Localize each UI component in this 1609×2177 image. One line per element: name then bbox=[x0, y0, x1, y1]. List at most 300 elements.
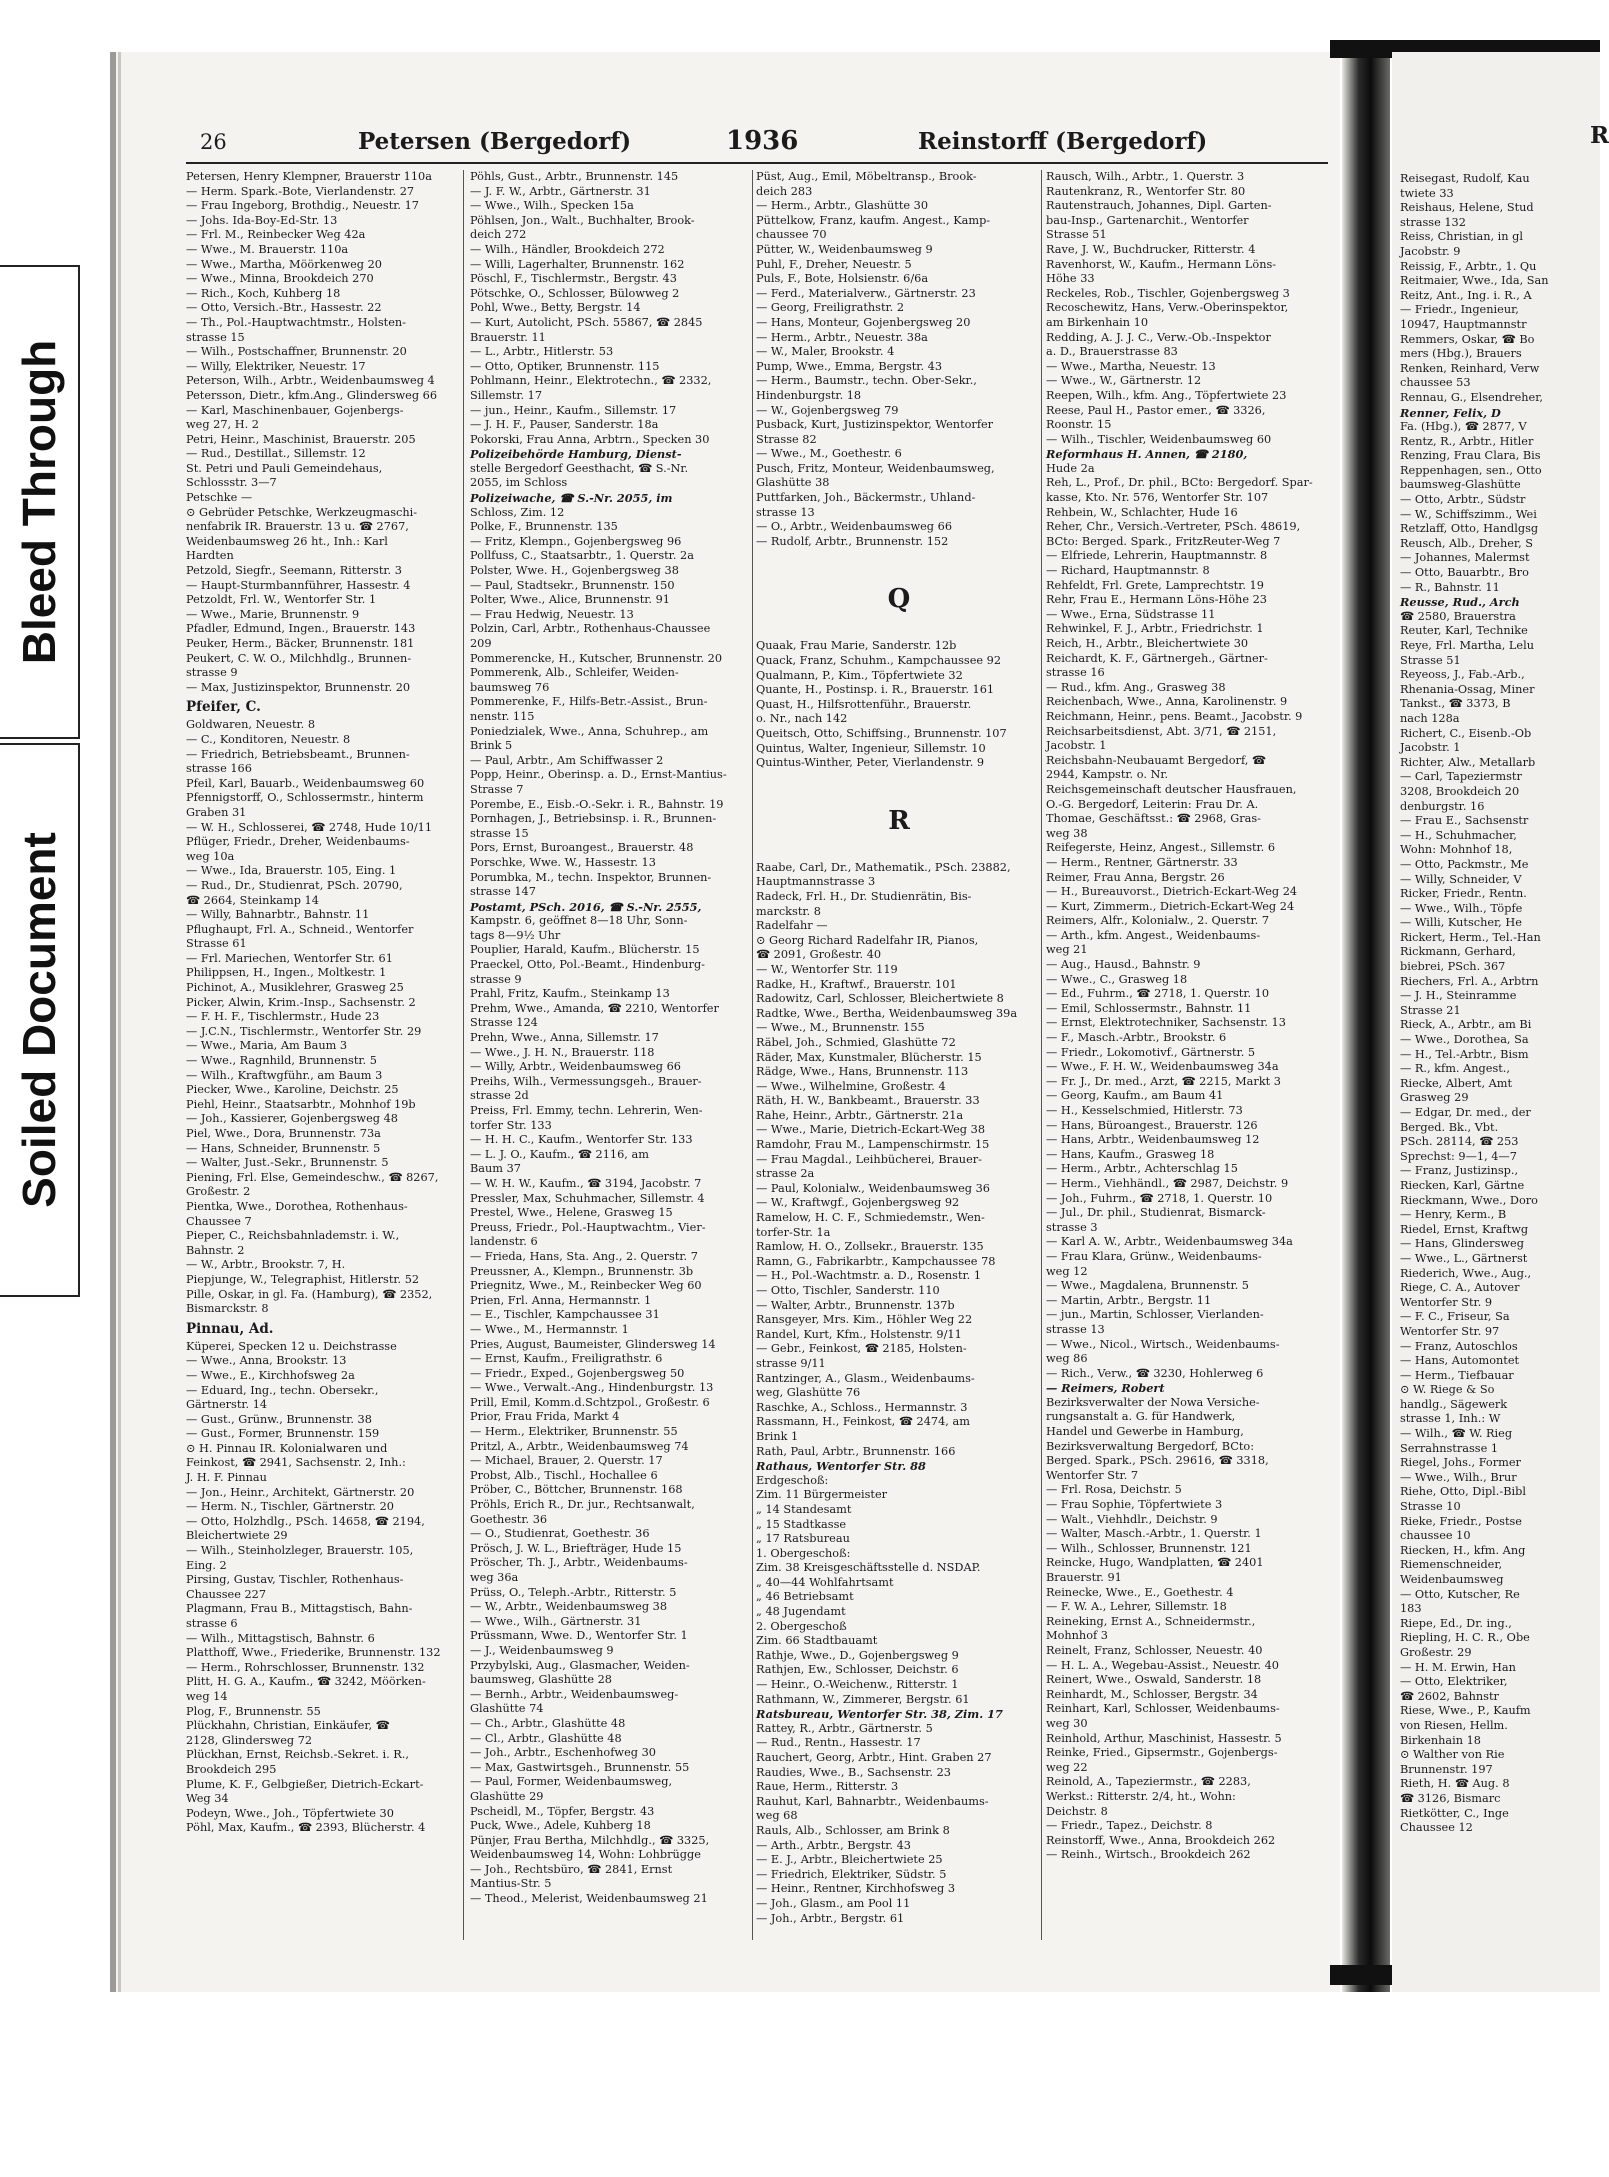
directory-entry: Mohnhof 3 bbox=[1046, 1629, 1108, 1643]
directory-entry: Pirsing, Gustav, Tischler, Rothenhaus- bbox=[186, 1573, 404, 1587]
directory-entry: baumsweg, Glashütte 28 bbox=[470, 1673, 612, 1687]
directory-entry: — Wwe., Marie, Brunnenstr. 9 bbox=[186, 607, 360, 621]
directory-entry: — Wwe., Ragnhild, Brunnenstr. 5 bbox=[186, 1054, 377, 1068]
directory-entry: Riepe, Ed., Dr. ing., bbox=[1400, 1616, 1512, 1630]
directory-entry: Philippsen, H., Ingen., Moltkestr. 1 bbox=[186, 966, 387, 980]
directory-entry: — O., Arbtr., Weidenbaumsweg 66 bbox=[756, 520, 953, 534]
directory-entry: Weidenbaumsweg bbox=[1400, 1573, 1504, 1586]
directory-entry: Ricker, Friedr., Rentn. bbox=[1400, 887, 1527, 901]
directory-entry: Rahe, Heinr., Arbtr., Gärtnerstr. 21a bbox=[756, 1108, 964, 1122]
directory-entry: Rieckmann, Wwe., Doro bbox=[1400, 1193, 1538, 1207]
directory-entry: Rathmann, W., Zimmerer, Bergstr. 61 bbox=[756, 1692, 970, 1706]
directory-entry: — Hans, Monteur, Gojenbergsweg 20 bbox=[756, 315, 971, 329]
directory-entry: O.-G. Bergedorf, Leiterin: Frau Dr. A. bbox=[1046, 797, 1259, 811]
directory-entry: — Wilh., Postschaffner, Brunnenstr. 20 bbox=[186, 345, 407, 359]
directory-entry: Pfennigstorff, O., Schlossermstr., hinterm bbox=[186, 791, 424, 805]
directory-entry: Pors, Ernst, Buroangest., Brauerstr. 48 bbox=[470, 841, 694, 855]
directory-entry: Raabe, Carl, Dr., Mathematik., PSch. 23882, bbox=[756, 860, 1011, 874]
directory-entry: — Elfriede, Lehrerin, Hauptmannstr. 8 bbox=[1046, 549, 1268, 563]
directory-entry: — Wwe., L., Gärtnerst bbox=[1400, 1251, 1528, 1265]
directory-entry: Rieke, Friedr., Postse bbox=[1400, 1514, 1522, 1528]
soiled-document-stamp bbox=[0, 743, 80, 1297]
directory-entry: — Wwe., Wilh., Brur bbox=[1400, 1470, 1517, 1484]
directory-entry: Peukert, C. W. O., Milchhdlg., Brunnen- bbox=[186, 651, 412, 665]
directory-entry: — F. H. F., Tischlermstr., Hude 23 bbox=[186, 1010, 380, 1024]
directory-entry: — Herm., Elektriker, Brunnenstr. 55 bbox=[470, 1425, 678, 1439]
directory-entry: 209 bbox=[470, 637, 492, 650]
directory-entry: Quintus-Winther, Peter, Vierlandenstr. 9 bbox=[756, 756, 985, 770]
directory-entry: Rathjen, Ew., Schlosser, Deichstr. 6 bbox=[756, 1663, 959, 1677]
directory-entry: Podeyn, Wwe., Joh., Töpfertwiete 30 bbox=[186, 1806, 394, 1820]
directory-entry: strasse 9 bbox=[186, 666, 238, 680]
directory-entry: Pump, Wwe., Emma, Bergstr. 43 bbox=[756, 359, 943, 373]
directory-entry: — Michael, Brauer, 2. Querstr. 17 bbox=[470, 1454, 663, 1468]
directory-entry: — Rich., Verw., ☎ 3230, Hohlerweg 6 bbox=[1046, 1366, 1264, 1380]
directory-entry: deich 272 bbox=[470, 228, 527, 242]
directory-entry: — Walt., Viehhdlr., Deichstr. 9 bbox=[1046, 1512, 1218, 1526]
directory-entry: — Walter, Masch.-Arbtr., 1. Querstr. 1 bbox=[1046, 1527, 1262, 1541]
directory-entry: Reichsbahn-Neubauamt Bergedorf, ☎ bbox=[1046, 753, 1266, 767]
directory-entry: weg 21 bbox=[1046, 943, 1088, 957]
directory-entry: Hindenburgstr. 18 bbox=[756, 388, 862, 402]
directory-entry: — Arth., Arbtr., Bergstr. 43 bbox=[756, 1838, 911, 1852]
directory-entry: — W., Schiffszimm., Wei bbox=[1400, 507, 1537, 521]
directory-entry: ☎ 2580, Brauerstra bbox=[1400, 609, 1516, 623]
directory-entry: — Frau Hedwig, Neuestr. 13 bbox=[470, 607, 634, 621]
directory-entry: Pohl, Wwe., Betty, Bergstr. 14 bbox=[470, 301, 641, 315]
directory-entry: Strasse 7 bbox=[470, 782, 524, 796]
directory-entry: Plitt, H. G. A., Kaufm., ☎ 3242, Möörken- bbox=[186, 1675, 426, 1689]
directory-entry: Zim. 11 Bürgermeister bbox=[756, 1488, 888, 1502]
directory-entry: Chaussee 227 bbox=[186, 1587, 267, 1601]
directory-entry: o. Nr., nach 142 bbox=[756, 712, 848, 726]
directory-entry: weg 27, H. 2 bbox=[186, 418, 259, 432]
directory-entry: Grasweg 29 bbox=[1400, 1091, 1469, 1105]
directory-entry: Prill, Emil, Komm.d.Schtzpol., Großestr. 6 bbox=[470, 1395, 710, 1409]
directory-entry: Reuter, Karl, Technike bbox=[1400, 624, 1528, 638]
directory-entry: — Wwe., Wilh., Töpfe bbox=[1400, 901, 1523, 915]
directory-entry: — W. H., Schlosserei, ☎ 2748, Hude 10/11 bbox=[186, 820, 433, 834]
directory-entry: — Joh., Rechtsbüro, ☎ 2841, Ernst bbox=[470, 1862, 673, 1876]
year-title: 1936 bbox=[726, 126, 799, 156]
directory-entry: — Wilh., Schlosser, Brunnenstr. 121 bbox=[1046, 1541, 1252, 1555]
directory-entry: — R., Bahnstr. 11 bbox=[1400, 580, 1500, 594]
directory-entry: Popp, Heinr., Oberinsp. a. D., Ernst-Mantius- bbox=[470, 768, 727, 782]
directory-entry: — Willy, Bahnarbtr., Bahnstr. 11 bbox=[186, 908, 370, 922]
directory-entry: St. Petri und Pauli Gemeindehaus, bbox=[186, 461, 383, 475]
directory-entry: — C., Konditoren, Neuestr. 8 bbox=[186, 732, 351, 746]
directory-entry: Pommerencke, H., Kutscher, Brunnenstr. 20 bbox=[470, 651, 723, 665]
directory-entry: — Ernst, Elektrotechniker, Sachsenstr. 13 bbox=[1046, 1016, 1286, 1030]
directory-entry: — H. M. Erwin, Han bbox=[1400, 1660, 1516, 1674]
directory-entry: Rieck, A., Arbtr., am Bi bbox=[1400, 1018, 1532, 1032]
directory-entry: Pöhlsen, Jon., Walt., Buchhalter, Brook- bbox=[470, 213, 695, 227]
directory-entry: Radelfahr — bbox=[756, 919, 828, 933]
directory-entry: — Frau Ingeborg, Brothdig., Neuestr. 17 bbox=[186, 199, 419, 213]
directory-entry: Brink 1 bbox=[756, 1429, 799, 1443]
directory-entry: Rath, Paul, Arbtr., Brunnenstr. 166 bbox=[756, 1444, 956, 1458]
directory-entry: BCto: Berged. Spark., FritzReuter-Weg 7 bbox=[1046, 534, 1281, 548]
directory-entry: Hauptmannstrasse 3 bbox=[756, 875, 876, 889]
facing-page-fragment bbox=[1392, 52, 1609, 1992]
directory-entry: — Wwe., Wilh., Gärtnerstr. 31 bbox=[470, 1614, 642, 1628]
directory-entry: Strasse 82 bbox=[756, 432, 817, 446]
directory-entry: Mantius-Str. 5 bbox=[470, 1877, 552, 1891]
directory-entry: Rassmann, H., Feinkost, ☎ 2474, am bbox=[756, 1415, 970, 1429]
directory-entry: strasse 9 bbox=[470, 972, 522, 986]
directory-entry: Plume, K. F., Gelbgießer, Dietrich-Eckart- bbox=[186, 1777, 424, 1791]
directory-entry: Piepjunge, W., Telegraphist, Hitlerstr. 52 bbox=[186, 1272, 420, 1286]
directory-entry: — Otto, Kutscher, Re bbox=[1400, 1587, 1520, 1601]
directory-entry: Reinecke, Wwe., E., Goethestr. 4 bbox=[1046, 1585, 1234, 1599]
directory-entry: Werkst.: Ritterstr. 2/4, ht., Wohn: bbox=[1046, 1789, 1236, 1803]
directory-entry: rungsanstalt a. G. für Handwerk, bbox=[1046, 1410, 1236, 1424]
directory-entry: — Franz, Autoschlos bbox=[1400, 1339, 1518, 1353]
directory-entry: — Wwe., Martha, Neuestr. 13 bbox=[1046, 359, 1216, 373]
directory-entry: — Fritz, Klempn., Gojenbergsweg 96 bbox=[470, 534, 682, 548]
directory-entry: Ramlow, H. O., Zollsekr., Brauerstr. 135 bbox=[756, 1240, 984, 1254]
directory-entry: Puls, F., Bote, Holsienstr. 6/6a bbox=[756, 272, 929, 286]
directory-entry: „ 48 Jugendamt bbox=[756, 1605, 846, 1619]
directory-entry: — Wwe., E., Kirchhofsweg 2a bbox=[186, 1368, 355, 1382]
directory-entry: weg 12 bbox=[1046, 1264, 1088, 1278]
directory-entry: PSch. 28114, ☎ 253 bbox=[1400, 1135, 1519, 1149]
directory-entry: — Rud., kfm. Ang., Grasweg 38 bbox=[1046, 680, 1226, 694]
directory-entry: Püttelkow, Franz, kaufm. Angest., Kamp- bbox=[756, 213, 991, 227]
section-letter: R bbox=[888, 805, 910, 836]
directory-entry: Reinhart, Karl, Schlosser, Weidenbaums- bbox=[1046, 1702, 1280, 1716]
directory-entry: von Riesen, Hellm. bbox=[1400, 1718, 1508, 1732]
directory-entry: ☎ 2602, Bahnstr bbox=[1400, 1689, 1499, 1703]
directory-entry: Plagmann, Frau B., Mittagstisch, Bahn- bbox=[186, 1602, 413, 1616]
directory-entry: — Wwe., M., Brunnenstr. 155 bbox=[756, 1021, 925, 1035]
directory-entry: — Willy, Arbtr., Weidenbaumsweg 66 bbox=[470, 1060, 681, 1074]
directory-entry: — Theod., Melerist, Weidenbaumsweg 21 bbox=[470, 1892, 708, 1906]
directory-entry: Eing. 2 bbox=[186, 1558, 227, 1572]
directory-entry: Schlossstr. 3—7 bbox=[186, 476, 277, 490]
directory-entry: Wentorfer Str. 97 bbox=[1400, 1324, 1500, 1338]
directory-entry: „ 46 Betriebsamt bbox=[756, 1590, 854, 1604]
directory-entry: Reinold, A., Tapeziermstr., ☎ 2283, bbox=[1046, 1775, 1251, 1789]
directory-entry: — Rich., Koch, Kuhberg 18 bbox=[186, 286, 341, 300]
directory-entry: tags 8—9½ Uhr bbox=[470, 928, 561, 942]
directory-entry: ⊙ Gebrüder Petschke, Werkzeugmaschi- bbox=[186, 505, 418, 519]
directory-entry: Reiss, Christian, in gl bbox=[1400, 230, 1523, 244]
directory-entry: Großestr. 29 bbox=[1400, 1645, 1472, 1659]
directory-entry: — Wilh., Steinholzleger, Brauerstr. 105, bbox=[186, 1544, 414, 1558]
directory-entry: Rauhut, Karl, Bahnarbtr., Weidenbaums- bbox=[756, 1794, 989, 1808]
directory-entry: Reyeoss, J., Fab.-Arb., bbox=[1400, 668, 1525, 682]
directory-entry: Pokorski, Frau Anna, Arbtrn., Specken 30 bbox=[470, 432, 710, 446]
directory-entry: Feinkost, ☎ 2941, Sachsenstr. 2, Inh.: bbox=[186, 1456, 406, 1470]
directory-entry: Renken, Reinhard, Verw bbox=[1400, 361, 1540, 375]
directory-entry: Reichsgemeinschaft deutscher Hausfrauen, bbox=[1046, 782, 1297, 796]
soiled-document-label: Soiled Document bbox=[13, 832, 65, 1208]
directory-entry: — Willi, Kutscher, He bbox=[1400, 916, 1522, 930]
directory-entry: Weidenbaumsweg 14, Wohn: Lohbrügge bbox=[470, 1848, 701, 1862]
directory-entry: biebrei, PSch. 367 bbox=[1400, 960, 1506, 974]
directory-entry: Strasse 61 bbox=[186, 937, 247, 951]
directory-entry: Priegnitz, Wwe., M., Reinbecker Weg 60 bbox=[470, 1279, 702, 1293]
directory-entry: — Willi, Lagerhalter, Brunnenstr. 162 bbox=[470, 257, 685, 271]
directory-entry: Reye, Frl. Martha, Lelu bbox=[1400, 639, 1534, 652]
directory-entry: — Joh., Arbtr., Bergstr. 61 bbox=[756, 1911, 905, 1925]
directory-entry: Rathje, Wwe., D., Gojenbergsweg 9 bbox=[756, 1648, 959, 1662]
directory-entry: — Hans, Büroangest., Brauerstr. 126 bbox=[1046, 1118, 1258, 1132]
directory-entry: Rantzinger, A., Glasm., Weidenbaums- bbox=[756, 1371, 975, 1385]
directory-entry: — Walter, Just.-Sekr., Brunnenstr. 5 bbox=[186, 1156, 389, 1170]
directory-entry: — Wwe., Magdalena, Brunnenstr. 5 bbox=[1046, 1279, 1249, 1293]
directory-entry: Reitmaier, Wwe., Ida, San bbox=[1400, 274, 1549, 288]
directory-entry: Schloss, Zim. 12 bbox=[470, 505, 565, 519]
directory-entry: ☎ 3126, Bismarc bbox=[1400, 1791, 1501, 1805]
directory-entry: — Wilh., Tischler, Weidenbaumsweg 60 bbox=[1046, 432, 1272, 446]
directory-entry: strasse 147 bbox=[470, 885, 536, 899]
directory-entry: torfer-Str. 1a bbox=[756, 1225, 831, 1239]
directory-entry: — E. J., Arbtr., Bleichertwiete 25 bbox=[756, 1853, 943, 1867]
directory-entry: Pusback, Kurt, Justizinspektor, Wentorfer bbox=[756, 418, 994, 432]
directory-entry: Richert, C., Eisenb.-Ob bbox=[1400, 726, 1532, 740]
directory-entry: Renner, Felix, D bbox=[1400, 405, 1501, 420]
directory-entry: — H., Schuhmacher, bbox=[1400, 828, 1517, 842]
directory-entry: Rhenania-Ossag, Miner bbox=[1400, 682, 1535, 696]
directory-entry: — Paul, Kolonialw., Weidenbaumsweg 36 bbox=[756, 1181, 990, 1195]
directory-entry: — Otto, Tischler, Sanderstr. 110 bbox=[756, 1284, 940, 1297]
directory-entry: Brookdeich 295 bbox=[186, 1762, 277, 1776]
directory-entry: twiete 33 bbox=[1400, 186, 1454, 200]
directory-entry: Jacobstr. 1 bbox=[1046, 739, 1107, 753]
directory-entry: — Hans, Kaufm., Grasweg 18 bbox=[1046, 1147, 1215, 1161]
directory-entry: weg 30 bbox=[1046, 1716, 1088, 1730]
directory-entry: Pflughaupt, Frl. A., Schneid., Wentorfer bbox=[186, 922, 414, 936]
directory-entry: Pommerenk, Alb., Schleifer, Weiden- bbox=[470, 666, 679, 680]
directory-entry: — Wwe., W., Gärtnerstr. 12 bbox=[1046, 374, 1202, 388]
directory-entry: Goethestr. 36 bbox=[470, 1512, 548, 1526]
directory-entry: strasse 132 bbox=[1400, 215, 1466, 229]
directory-entry: Piehl, Heinr., Staatsarbtr., Mohnhof 19b bbox=[186, 1097, 416, 1111]
directory-entry: — Frau Klara, Grünw., Weidenbaums- bbox=[1046, 1249, 1262, 1263]
directory-entry: — Ch., Arbtr., Glashütte 48 bbox=[470, 1716, 626, 1730]
directory-entry: Glashütte 29 bbox=[470, 1789, 544, 1803]
directory-entry: Plückhan, Ernst, Reichsb.-Sekret. i. R., bbox=[186, 1748, 409, 1762]
directory-entry: — L. J. O., Kaufm., ☎ 2116, am bbox=[470, 1147, 649, 1161]
directory-entry: Glashütte 74 bbox=[470, 1702, 544, 1716]
directory-entry: weg 14 bbox=[186, 1689, 228, 1703]
directory-entry: Pritzl, A., Arbtr., Weidenbaumsweg 74 bbox=[470, 1439, 689, 1453]
directory-entry: — Otto, Bauarbtr., Bro bbox=[1400, 566, 1529, 580]
directory-entry: Pfeifer, C. bbox=[186, 699, 261, 716]
directory-entry: Strasse 10 bbox=[1400, 1500, 1461, 1514]
directory-entry: Remmers, Oskar, ☎ Bo bbox=[1400, 332, 1535, 346]
directory-entry: — Wwe., M. Brauerstr. 110a bbox=[186, 242, 349, 256]
directory-entry: Qualmann, P., Kim., Töpfertwiete 32 bbox=[756, 668, 963, 682]
directory-entry: Zim. 66 Stadtbauamt bbox=[756, 1634, 878, 1648]
directory-entry: Radeck, Frl. H., Dr. Studienrätin, Bis- bbox=[756, 889, 972, 903]
directory-entry: — Paul, Former, Weidenbaumsweg, bbox=[470, 1775, 673, 1789]
directory-entry: Berged. Bk., Vbt. bbox=[1400, 1120, 1499, 1134]
page-header bbox=[200, 126, 1332, 160]
directory-entry: Strasse 21 bbox=[1400, 1003, 1461, 1017]
directory-entry: Puhl, F., Dreher, Neuestr. 5 bbox=[756, 257, 912, 271]
directory-entry: 2944, Kampstr. o. Nr. bbox=[1046, 768, 1169, 782]
directory-entry: — Friedrich, Betriebsbeamt., Brunnen- bbox=[186, 747, 410, 761]
directory-entry: — W., Arbtr., Brookstr. 7, H. bbox=[186, 1258, 346, 1272]
directory-entry: Redding, A. J. J. C., Verw.-Ob.-Inspektor bbox=[1046, 330, 1271, 344]
page-edge-inner bbox=[118, 52, 121, 1992]
directory-entry: nenfabrik IR. Brauerstr. 13 u. ☎ 2767, bbox=[186, 520, 409, 534]
directory-entry: — F. C., Friseur, Sa bbox=[1400, 1310, 1510, 1324]
directory-entry: — Eduard, Ing., techn. Obersekr., bbox=[186, 1383, 379, 1397]
directory-entry: strasse 13 bbox=[1046, 1322, 1105, 1336]
directory-entry: weg 36a bbox=[470, 1571, 519, 1584]
directory-entry: baumsweg-Glashütte bbox=[1400, 478, 1521, 492]
directory-entry: Reich, H., Arbtr., Bleichertwiete 30 bbox=[1046, 637, 1249, 650]
directory-entry: Tankst., ☎ 3373, B bbox=[1400, 697, 1511, 711]
directory-entry: Rieth, H. ☎ Aug. 8 bbox=[1400, 1777, 1510, 1791]
directory-entry: — Max, Justizinspektor, Brunnenstr. 20 bbox=[186, 680, 411, 694]
directory-entry: Sprechst: 9—1, 4—7 bbox=[1400, 1149, 1517, 1163]
directory-entry: Reichmann, Heinr., pens. Beamt., Jacobstr. 9 bbox=[1046, 709, 1303, 723]
directory-entry: Przybylski, Aug., Glasmacher, Weiden- bbox=[470, 1658, 690, 1672]
directory-entry: Quast, H., Hilfsrottenführ., Brauerstr. bbox=[756, 697, 972, 711]
directory-entry: — Karl A. W., Arbtr., Weidenbaumsweg 34a bbox=[1046, 1235, 1293, 1249]
bleed-through-stamp bbox=[0, 265, 80, 739]
directory-entry: — Karl, Maschinenbauer, Gojenbergs- bbox=[186, 403, 404, 417]
directory-entry: Pientka, Wwe., Dorothea, Rothenhaus- bbox=[186, 1199, 408, 1213]
directory-entry: — Aug., Hausd., Bahnstr. 9 bbox=[1046, 958, 1201, 972]
directory-entry: — Wwe., F. H. W., Weidenbaumsweg 34a bbox=[1046, 1060, 1279, 1074]
directory-entry: — Georg, Kaufm., am Baum 41 bbox=[1046, 1089, 1224, 1103]
directory-entry: Serrahnstrasse 1 bbox=[1400, 1441, 1499, 1455]
directory-entry: Rautenkranz, R., Wentorfer Str. 80 bbox=[1046, 184, 1246, 198]
directory-entry: Fa. (Hbg.), ☎ 2877, V bbox=[1400, 420, 1527, 434]
page-edge bbox=[110, 52, 116, 1992]
directory-entry: — Reinh., Wirtsch., Brookdeich 262 bbox=[1046, 1848, 1251, 1862]
directory-entry: Porembe, E., Eisb.-O.-Sekr. i. R., Bahnstr. 19 bbox=[470, 797, 724, 811]
directory-entry: — W., Maler, Brookstr. 4 bbox=[756, 345, 895, 359]
directory-entry: Rauls, Alb., Schlosser, am Brink 8 bbox=[756, 1823, 950, 1837]
directory-entry: Preuss, Friedr., Pol.-Hauptwachtm., Vier- bbox=[470, 1220, 706, 1234]
directory-entry: „ 17 Ratsbureau bbox=[756, 1532, 850, 1546]
directory-entry: Rauchert, Georg, Arbtr., Hint. Graben 27 bbox=[756, 1751, 992, 1764]
directory-entry: Reineking, Ernst A., Schneidermstr., bbox=[1046, 1614, 1256, 1628]
directory-entry: Küperei, Specken 12 u. Deichstrasse bbox=[186, 1339, 397, 1353]
directory-entry: Räth, H. W., Bankbeamt., Brauerstr. 33 bbox=[756, 1094, 980, 1108]
directory-entry: — Fr. J., Dr. med., Arzt, ☎ 2215, Markt 3 bbox=[1046, 1074, 1281, 1088]
directory-entry: — Otto, Arbtr., Südstr bbox=[1400, 493, 1526, 507]
directory-entry: — Friedr., Ingenieur, bbox=[1400, 303, 1519, 317]
directory-entry: — Frau Sophie, Töpfertwiete 3 bbox=[1046, 1498, 1223, 1512]
directory-entry: — Wwe., Verwalt.-Ang., Hindenburgstr. 13 bbox=[470, 1381, 714, 1395]
directory-entry: Prösch, J. W. L., Briefträger, Hude 15 bbox=[470, 1541, 682, 1555]
directory-entry: kasse, Kto. Nr. 576, Wentorfer Str. 107 bbox=[1046, 491, 1269, 505]
directory-entry: Bleichertwiete 29 bbox=[186, 1529, 288, 1543]
directory-entry: — Joh., Arbtr., Eschenhofweg 30 bbox=[470, 1746, 656, 1760]
directory-entry: Hardten bbox=[186, 549, 234, 563]
directory-entry: Pöschl, F., Tischlermstr., Bergstr. 43 bbox=[470, 272, 677, 286]
directory-entry: Petersen, Henry Klempner, Brauerstr 110a bbox=[186, 170, 432, 183]
directory-entry: ⊙ H. Pinnau IR. Kolonialwaren und bbox=[186, 1441, 388, 1455]
directory-entry: Reformhaus H. Annen, ☎ 2180, bbox=[1046, 447, 1248, 462]
directory-entry: Birkenhain 18 bbox=[1400, 1733, 1481, 1747]
directory-entry: Weg 34 bbox=[186, 1792, 229, 1806]
directory-entry: — Herm., Viehhändl., ☎ 2987, Deichstr. 9 bbox=[1046, 1176, 1289, 1190]
directory-entry: — Reimers, Robert bbox=[1046, 1381, 1165, 1396]
directory-entry: Puck, Wwe., Adele, Kuhberg 18 bbox=[470, 1819, 651, 1833]
directory-entry: Pries, August, Baumeister, Glindersweg 14 bbox=[470, 1337, 716, 1351]
directory-entry: Polster, Wwe. H., Gojenbergsweg 38 bbox=[470, 564, 679, 578]
directory-entry: mers (Hbg.), Brauers bbox=[1400, 347, 1522, 361]
directory-entry: „ 14 Standesamt bbox=[756, 1502, 852, 1516]
directory-entry: Chaussee 12 bbox=[1400, 1821, 1473, 1835]
directory-entry: Riege, C. A., Autover bbox=[1400, 1281, 1520, 1295]
directory-entry: Handel und Gewerbe in Hamburg, bbox=[1046, 1425, 1244, 1439]
directory-entry: — Wwe., Dorothea, Sa bbox=[1400, 1033, 1529, 1047]
directory-entry: Piel, Wwe., Dora, Brunnenstr. 73a bbox=[186, 1127, 381, 1140]
directory-entry: Petri, Heinr., Maschinist, Brauerstr. 205 bbox=[186, 432, 416, 446]
directory-entry: — Paul, Stadtsekr., Brunnenstr. 150 bbox=[470, 578, 675, 592]
directory-entry: strasse 15 bbox=[470, 826, 529, 840]
directory-entry: Reusse, Rud., Arch bbox=[1400, 595, 1520, 610]
directory-entry: — H. L. A., Wegebau-Assist., Neuestr. 40 bbox=[1046, 1658, 1279, 1672]
directory-entry: Reepen, Wilh., kfm. Ang., Töpfertwiete 23 bbox=[1046, 388, 1287, 402]
directory-entry: Richter, Alw., Metallarb bbox=[1400, 755, 1536, 769]
directory-entry: Reishaus, Helene, Stud bbox=[1400, 201, 1534, 215]
directory-entry: — Willy, Elektriker, Neuestr. 17 bbox=[186, 359, 366, 373]
directory-entry: Pohlmann, Heinr., Elektrotechn., ☎ 2332, bbox=[470, 374, 712, 388]
directory-entry: — Hans, Glindersweg bbox=[1400, 1237, 1524, 1251]
directory-entry: Reh, L., Prof., Dr. phil., BCto: Bergedorf. Spar- bbox=[1046, 476, 1313, 490]
directory-entry: Rickert, Herm., Tel.-Han bbox=[1400, 930, 1541, 944]
directory-entry: Pieper, C., Reichsbahnlademstr. i. W., bbox=[186, 1229, 400, 1243]
directory-entry: — W. H. W., Kaufm., ☎ 3194, Jacobstr. 7 bbox=[470, 1176, 702, 1190]
directory-entry: — Joh., Glasm., am Pool 11 bbox=[756, 1896, 911, 1910]
directory-entry: — Kurt, Zimmerm., Dietrich-Eckart-Weg 24 bbox=[1046, 899, 1295, 913]
directory-entry: Piecker, Wwe., Karoline, Deichstr. 25 bbox=[186, 1083, 399, 1097]
directory-entry: Thomae, Geschäftsst.: ☎ 2968, Gras- bbox=[1046, 812, 1261, 826]
directory-entry: strasse 9/11 bbox=[756, 1356, 826, 1370]
directory-entry: — Joh., Kassierer, Gojenbergsweg 48 bbox=[186, 1112, 398, 1126]
directory-entry: — Wwe., Marie, Dietrich-Eckart-Weg 38 bbox=[756, 1123, 986, 1137]
directory-entry: J. H. F. Pinnau bbox=[186, 1471, 267, 1485]
directory-entry: — W., Gojenbergsweg 79 bbox=[756, 403, 899, 417]
directory-entry: Raue, Herm., Ritterstr. 3 bbox=[756, 1780, 899, 1794]
directory-column-2 bbox=[470, 170, 755, 1940]
directory-entry: Rennau, G., Elsendreher, bbox=[1400, 390, 1543, 404]
directory-entry: — Wwe., Nicol., Wirtsch., Weidenbaums- bbox=[1046, 1337, 1280, 1351]
directory-entry: — E., Tischler, Kampchaussee 31 bbox=[470, 1308, 660, 1322]
directory-entry: — Otto, Packmstr., Me bbox=[1400, 857, 1529, 871]
directory-entry: Brauerstr. 91 bbox=[1046, 1571, 1122, 1584]
directory-entry: Riehe, Otto, Dipl.-Bibl bbox=[1400, 1485, 1526, 1499]
directory-entry: Bezirksverwalter der Nowa Versiche- bbox=[1046, 1395, 1260, 1409]
directory-entry: Brauerstr. 11 bbox=[470, 330, 546, 344]
directory-entry: — Wwe., Maria, Am Baum 3 bbox=[186, 1039, 348, 1053]
directory-entry: Reese, Paul H., Pastor emer., ☎ 3326, bbox=[1046, 403, 1266, 417]
directory-entry: 2. Obergeschoß bbox=[756, 1619, 847, 1633]
column-divider bbox=[752, 170, 753, 1940]
directory-entry: strasse 6 bbox=[186, 1617, 238, 1630]
directory-entry: Piening, Frl. Else, Gemeindeschw., ☎ 8267, bbox=[186, 1170, 439, 1184]
directory-entry: — Rudolf, Arbtr., Brunnenstr. 152 bbox=[756, 534, 949, 548]
directory-entry: chaussee 70 bbox=[756, 228, 827, 242]
directory-entry: Reichardt, K. F., Gärtnergeh., Gärtner- bbox=[1046, 651, 1268, 665]
directory-entry: strasse 1, Inh.: W bbox=[1400, 1412, 1501, 1426]
directory-entry: baumsweg 76 bbox=[470, 680, 550, 694]
directory-entry: Pouplier, Harald, Kaufm., Blücherstr. 15 bbox=[470, 943, 700, 957]
directory-entry: Puttfarken, Joh., Bäckermstr., Uhland- bbox=[756, 491, 976, 505]
directory-entry: — J. H., Steinramme bbox=[1400, 989, 1517, 1003]
